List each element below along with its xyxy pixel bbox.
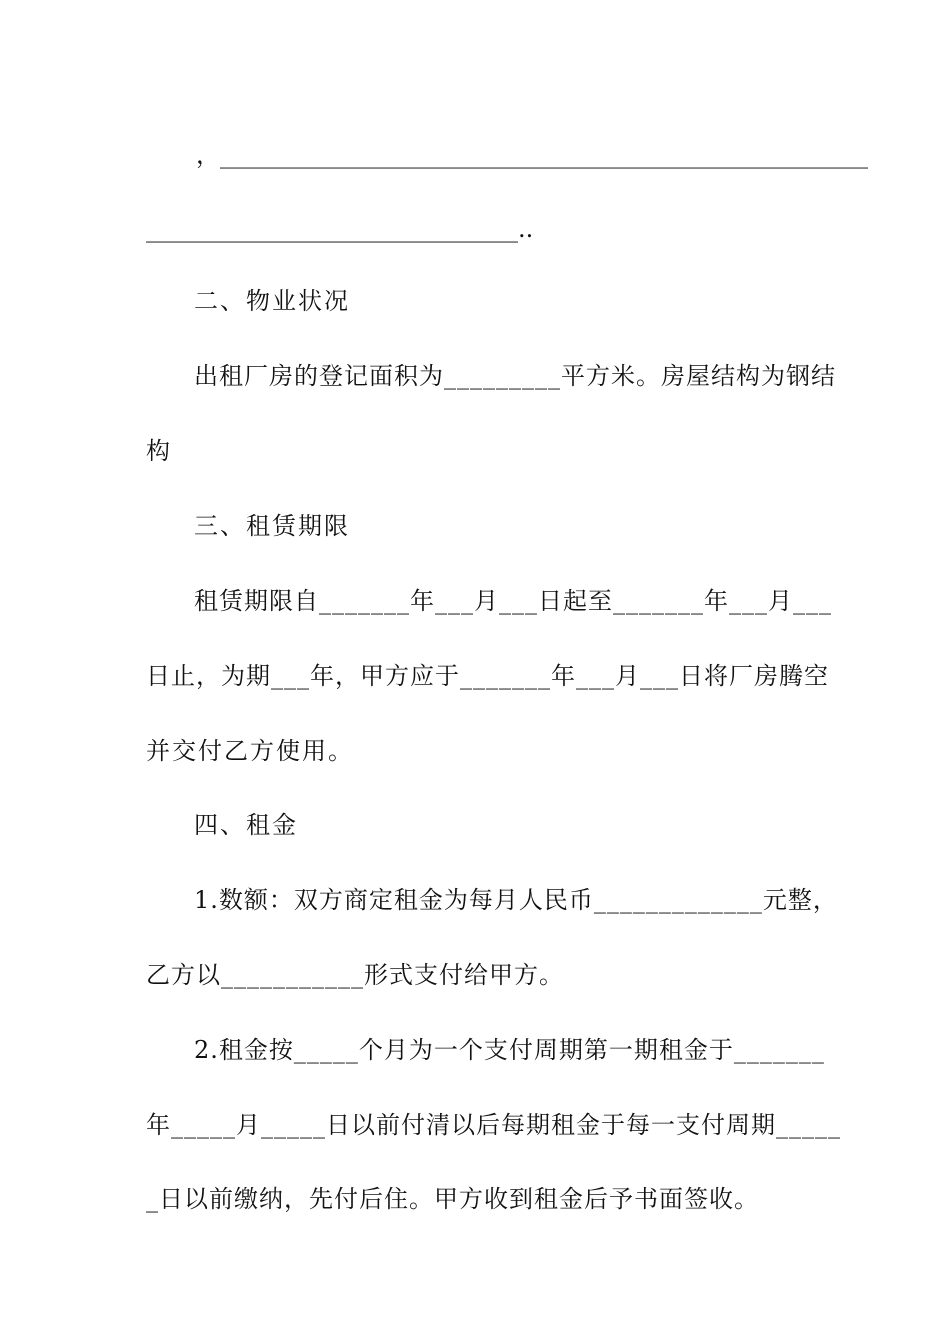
text-line: 租赁期限自_______年___月___日起至_______年___月___ (194, 587, 832, 615)
text-line: 日止，为期___年，甲方应于_______年___月___日将厂房腾空 (146, 662, 829, 690)
text-line: 乙方以___________形式支付给甲方。 (146, 961, 564, 989)
text-line: 1.数额：双方商定租金为每月人民币_____________元整， (194, 886, 838, 914)
text-line: 2.租金按_____个月为一个支付周期第一期租金于_______ (194, 1036, 825, 1064)
text-line: 出租厂房的登记面积为_________平方米。房屋结构为钢结 (194, 362, 836, 390)
text-line: _日以前缴纳，先付后住。甲方收到租金后予书面签收。 (146, 1185, 759, 1213)
section-heading: 四、租金 (194, 811, 298, 839)
text-line: 年_____月_____日以前付清以后每期租金于每一支付周期_____ (146, 1111, 841, 1139)
section-heading: 三、租赁期限 (194, 512, 350, 540)
text-line: 构 (146, 437, 172, 465)
section-heading: 二、物业状况 (194, 287, 350, 315)
text-line: 并交付乙方使用。 (146, 737, 354, 765)
text-line: _______________________________.. (146, 215, 534, 243)
text-line: ，______________________________________________________ (196, 141, 868, 169)
